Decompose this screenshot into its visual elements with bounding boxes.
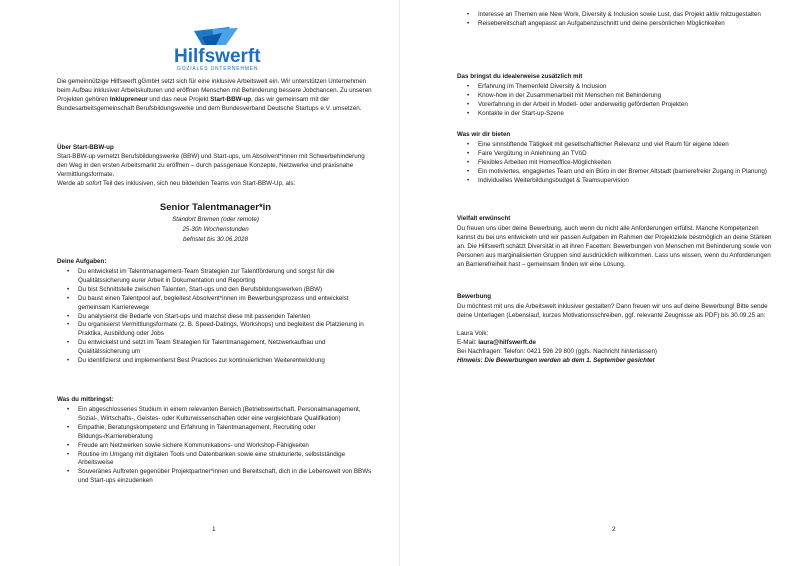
intro-paragraph: Die gemeinnützige Hilfswerft gGmbH setzt sich für eine inklusive Arbeitswelt ein. Wir unterstützen Unternehmen beim Aufbau inklusiver Arbeitskulturen und eröffnen Menschen mit Behinderung bessere Jobchancen. Zu unseren Projekten gehören Inklupreneur und das neue Projekt Start-BBW-up, das wir gemeinsam mit der Bundesarbeitsgemeinschaft Berufsbildungswerke und dem Bundesverband Deutsche Startups e.V. umsetzen.: [57, 78, 372, 112]
apply-paragraph: Du möchtest mit uns die Arbeitswelt inklusiver gestalten? Dann freuen wir uns auf deine Bewerbung! Bitte sende deine Unterlagen (Lebenslauf, kurzes Motivationsschreiben, ggf. relevante Zeugnisse als PDF) bis 30.09.25 an:: [457, 303, 768, 319]
hilfswerft-logo: [172, 27, 284, 73]
contact-email-line: E-Mail: laura@hilfswerft.de: [457, 339, 537, 346]
list-item: • Flexibles Arbeiten mit Homeoffice-Möglichkeiten: [457, 159, 774, 168]
offer-list: [457, 141, 774, 186]
page-number: 2: [612, 526, 616, 533]
list-item: • Du identifizierst und implementierst Best Practices zur kontinuierlichen Weiterentwicklung: [57, 357, 374, 366]
werde-line: Werde ab sofort Teil des inklusiven, sich neu bildenden Teams von Start-BBW-Up, als:: [57, 180, 296, 187]
list-item: • Routine im Umgang mit digitalen Tools und Datenbanken sowie eine strukturierte, selbstständige Arbeitsweise: [57, 451, 374, 469]
list-item: • Du baust einen Talentpool auf, begleitest Absolvent*innen im Bewerbungsprozess und entwickelst gemeinsam Karrierewege: [57, 295, 374, 313]
startbbw-heading: Über Start-BBW-up: [57, 144, 114, 151]
list-item: • Ein motiviertes, engagiertes Team und ein Büro in der Bremer Altstadt (barrierefreier Zugang in Planung): [457, 168, 774, 177]
extra-list: [457, 83, 774, 119]
extra-heading: Das bringst du idealerweise zusätzlich mit: [457, 73, 583, 80]
contact-name: Laura Voik:: [457, 330, 489, 337]
bring-list-continued: [457, 11, 774, 29]
bring-heading: Was du mitbringst:: [57, 396, 114, 403]
bring-list: [57, 406, 374, 486]
job-location: Standort Bremen (oder remote): [172, 216, 259, 223]
logo-tagline: GOZIALES UNTERNEHMEN: [177, 66, 259, 72]
logo-name: Hilfswerft: [174, 46, 261, 67]
offer-heading: Was wir dir bieten: [457, 131, 511, 138]
job-hours: 25-30h Wochenstunden: [182, 226, 249, 233]
list-item: • Du entwickelst im Talentmanagement-Team Strategien zur Talentförderung und sorgst für die Qualitätssicherung eurer Arbeit in Dokumentation und Reporting: [57, 268, 374, 286]
document-page-2: [400, 0, 800, 566]
list-item: • Individuelles Weiterbildungsbudget & Teamsupervision: [457, 177, 774, 186]
tasks-heading: Deine Aufgaben:: [57, 258, 107, 265]
list-item: • Kontakte in der Start-up-Szene: [457, 110, 774, 119]
list-item: • Du organisierst Vermittlungsformate (z. B. Speed-Datings, Workshops) und begleitest die Platzierung in Praktika, Ausbildung oder Jobs: [57, 321, 374, 339]
list-item: • Ein abgeschlossenes Studium in einem relevanten Bereich (Betriebswirtschaft, Personalmanagement, Sozial-, Wirtschafts-, Geistes- oder Kulturwissenschaften oder eine vergleichbare Qualifikation): [57, 406, 374, 424]
list-item: • Reisebereitschaft angepasst an Aufgabenzuschnitt und deine persönlichen Möglichkeiten: [457, 20, 774, 29]
diversity-heading: Vielfalt erwünscht: [457, 215, 511, 222]
contact-phone: Bei Nachfragen: Telefon: 0421 596 29 800 (ggfs. Nachricht hinterlassen): [457, 348, 658, 355]
email-link[interactable]: laura@hilfswerft.de: [478, 339, 537, 346]
list-item: • Souveränes Auftreten gegenüber Projektpartner*innen und Bereitschaft, dich in die Lebenswelt von BBWs und Start-ups einzudenken: [57, 468, 374, 486]
list-item: • Know-how in der Zusammenarbeit mit Menschen mit Behinderung: [457, 92, 774, 101]
list-item: • Interesse an Themen wie New Work, Diversity & Inclusion sowie Lust, das Projekt aktiv mitzugestalten: [457, 11, 774, 20]
list-item: • Empathie, Beratungskompetenz und Erfahrung in Talentmanagement, Recruiting oder Bildungs-/Karriereberatung: [57, 424, 374, 442]
apply-heading: Bewerbung: [457, 293, 492, 300]
list-item: • Du bist Schnittstelle zwischen Talenten, Start-ups und den Berufsbildungswerken (BBW): [57, 286, 374, 295]
job-limit: befristet bis 30.06.2028: [183, 236, 248, 243]
list-item: • Du analysierst die Bedarfe von Start-ups und matchst diese mit passenden Talenten: [57, 313, 374, 322]
diversity-paragraph: Du freuen uns über deine Bewerbung, auch wenn du nicht alle Anforderungen erfüllst. Manche Kompetenzen kannst du bei uns entwickeln und wir passen Aufgaben im Rahmen der Projektziele bestmöglich an deine Stärken an. Die Hilfswerft schätzt Diversität in all ihren Facetten: Bewerbungen von Menschen mit Behinderung sowie von Personen aus marginalisierten Gruppen sind ausdrücklich willkommen. Lass uns wissen, wenn du Anforderungen an Barrierefreiheit hast – gemeinsam finden wir eine Lösung.: [457, 225, 772, 268]
list-item: • Faire Vergütung in Anlehnung an TVöD: [457, 150, 774, 159]
list-item: • Eine sinnstiftende Tätigkeit mit gesellschaftlicher Relevanz und viel Raum für eigene Ideen: [457, 141, 774, 150]
job-title: Senior Talentmanager*in: [159, 202, 272, 213]
startbbw-paragraph: Start-BBW-up vernetzt Berufsbildungswerke (BBW) und Start-ups, um Absolvent*innen mit Schwerbehinderung den Weg in den ersten Arbeitsmarkt zu eröffnen – durch passgenaue Konzepte, Netzwerke und praxisnahe Vermittlungsformate.: [57, 153, 365, 178]
page-number: 1: [212, 526, 216, 533]
list-item: • Vorerfahrung in der Arbeit in Modell- oder anderweitig geförderten Projekten: [457, 101, 774, 110]
application-hint: Hinweis: Die Bewerbungen werden ab dem 1. September gesichtet: [457, 357, 655, 364]
list-item: • Freude am Netzwerken sowie sichere Kommunikations- und Workshop-Fähigkeiten: [57, 442, 374, 451]
list-item: • Erfahrung im Themenfeld Diversity & Inclusion: [457, 83, 774, 92]
list-item: • Du entwickelst und setzt im Team Strategien für Talentmanagement, Netzwerkaufbau und Qualitätssicherung um: [57, 339, 374, 357]
tasks-list: [57, 268, 374, 366]
